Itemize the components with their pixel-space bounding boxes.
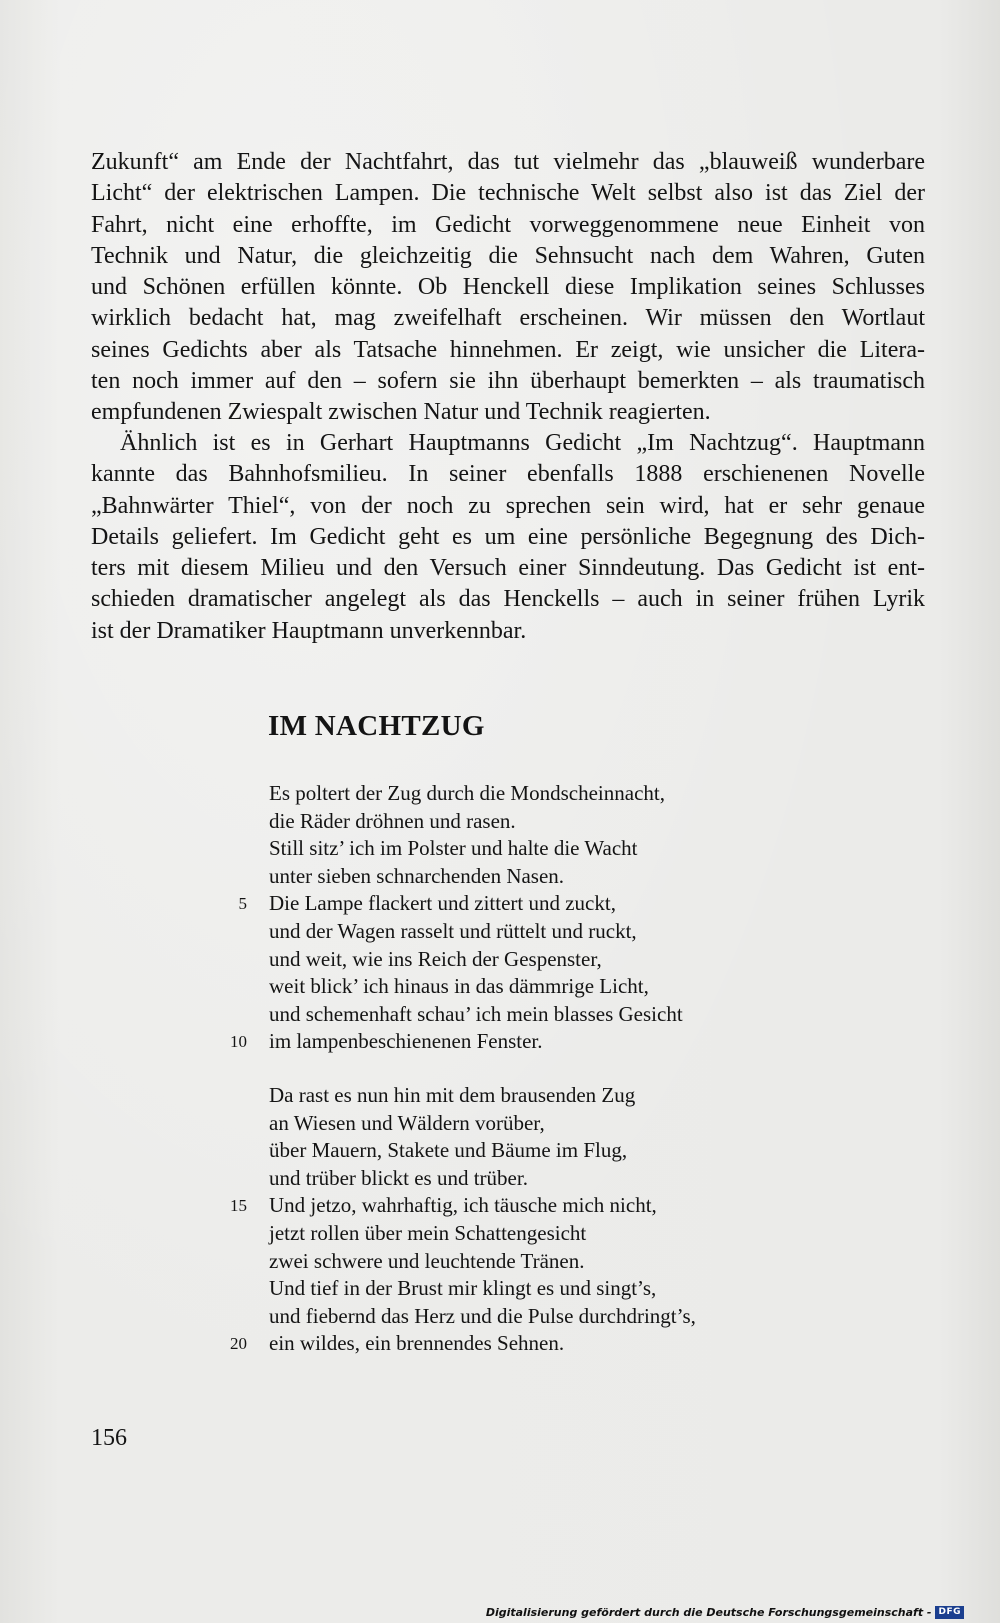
text-line: kannte das Bahnhofsmilieu. In seiner ebenfalls 1888 erschienenen Novelle xyxy=(91,461,925,488)
poem-stanza-1 xyxy=(230,780,683,1056)
text-line: ten noch immer auf den – sofern sie ihn überhaupt bemerkten – als traumatisch xyxy=(91,368,925,395)
text-line: Details geliefert. Im Gedicht geht es um eine persönliche Begegnung des Dich- xyxy=(91,523,925,550)
footer-text: Digitalisierung gefördert durch die Deutsche Forschungsgemeinschaft - xyxy=(485,1606,932,1619)
text-line: wirklich bedacht hat, mag zweifelhaft erscheinen. Wir müssen den Wortlaut xyxy=(91,305,925,332)
line-number: 10 xyxy=(230,1032,247,1052)
text-line: Zukunft“ am Ende der Nachtfahrt, das tut vielmehr das „blauweiß wunderbare xyxy=(91,149,925,175)
text-line: Ähnlich ist es in Gerhart Hauptmanns Gedicht „Im Nachtzug“. Hauptmann xyxy=(120,430,925,456)
poem-verse-text: Die Lampe flackert und zittert und zuckt, xyxy=(269,891,616,916)
line-number: 5 xyxy=(238,894,247,914)
poem-verse: und weit, wie ins Reich der Gespenster, xyxy=(269,946,602,971)
text-line: ters mit diesem Milieu und den Versuch einer Sinndeutung. Das Gedicht ist ent- xyxy=(91,555,925,582)
poem-verse: Und tief in der Brust mir klingt es und singt’s, xyxy=(269,1276,657,1301)
poem-stanza-2 xyxy=(230,1082,696,1358)
poem-verse: zwei schwere und leuchtende Tränen. xyxy=(269,1248,585,1273)
poem-verse-numbered xyxy=(230,1192,696,1220)
poem-verse: Es poltert der Zug durch die Mondscheinnacht, xyxy=(269,781,665,805)
text-line: seines Gedichts aber als Tatsache hinnehmen. Er zeigt, wie unsicher die Litera- xyxy=(91,336,925,363)
poem-verse: unter sieben schnarchenden Nasen. xyxy=(269,863,565,888)
body-paragraph-2 xyxy=(91,428,925,647)
text-line: Fahrt, nicht eine erhoffte, im Gedicht vorweggenommene neue Einheit von xyxy=(91,211,925,238)
poem-verse: an Wiesen und Wäldern vorüber, xyxy=(269,1110,545,1135)
poem-title: IM NACHTZUG xyxy=(268,710,485,742)
poem-verse: und fiebernd das Herz und die Pulse durchdringt’s, xyxy=(269,1303,696,1328)
poem-verse: weit blick’ ich hinaus in das dämmrige Licht, xyxy=(269,974,649,999)
poem-verse: und trüber blickt es und trüber. xyxy=(269,1165,528,1190)
text-line: „Bahnwärter Thiel“, von der noch zu sprechen sein wird, hat er sehr genaue xyxy=(91,492,925,519)
poem-verse: Still sitz’ ich im Polster und halte die Wacht xyxy=(269,836,638,861)
dfg-logo-icon: DFG xyxy=(935,1606,964,1619)
body-paragraph-1 xyxy=(91,147,925,429)
poem-verse: Da rast es nun hin mit dem brausenden Zug xyxy=(269,1083,636,1107)
page-number: 156 xyxy=(91,1425,127,1451)
poem-verse-text: im lampenbeschienenen Fenster. xyxy=(269,1029,543,1054)
text-line: ist der Dramatiker Hauptmann unverkennbar. xyxy=(91,617,527,644)
line-number: 20 xyxy=(230,1334,247,1354)
poem-verse: und schemenhaft schau’ ich mein blasses Gesicht xyxy=(269,1001,683,1026)
poem-verse: über Mauern, Stakete und Bäume im Flug, xyxy=(269,1138,628,1163)
poem-verse: die Räder dröhnen und rasen. xyxy=(269,808,516,833)
text-line: Technik und Natur, die gleichzeitig die Sehnsucht nach dem Wahren, Guten xyxy=(91,242,925,269)
text-line: empfundenen Zwiespalt zwischen Natur und Technik reagierten. xyxy=(91,399,711,426)
poem-verse-numbered xyxy=(230,1330,696,1358)
poem-verse-text: Und jetzo, wahrhaftig, ich täusche mich nicht, xyxy=(269,1193,657,1218)
poem-verse: und der Wagen rasselt und rüttelt und ruckt, xyxy=(269,918,637,943)
text-line: und Schönen erfüllen könnte. Ob Henckell diese Implikation seines Schlusses xyxy=(91,274,925,301)
digitization-footer xyxy=(486,1606,964,1619)
poem-verse-numbered xyxy=(230,1028,683,1056)
text-line: Licht“ der elektrischen Lampen. Die technische Welt selbst also ist das Ziel der xyxy=(91,180,925,207)
text-line: schieden dramatischer angelegt als das Henckells – auch in seiner frühen Lyrik xyxy=(91,586,925,613)
poem-verse: jetzt rollen über mein Schattengesicht xyxy=(269,1220,587,1245)
poem-verse-numbered xyxy=(238,890,683,918)
line-number: 15 xyxy=(230,1196,247,1216)
poem-verse-text: ein wildes, ein brennendes Sehnen. xyxy=(269,1331,565,1356)
